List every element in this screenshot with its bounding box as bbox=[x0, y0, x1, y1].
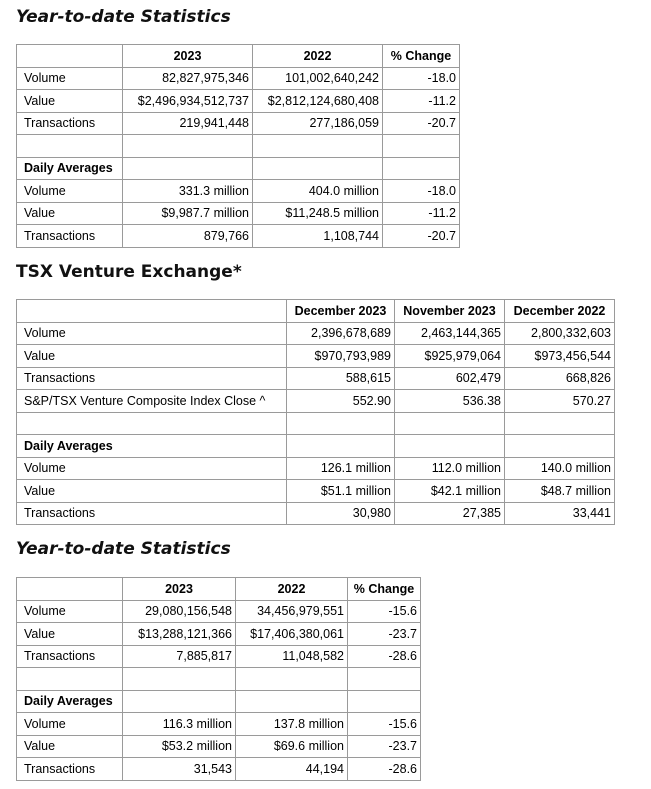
table-row bbox=[17, 202, 460, 225]
table-cell: 27,385 bbox=[395, 502, 505, 525]
empty-cell bbox=[17, 135, 123, 158]
empty-cell bbox=[253, 157, 383, 180]
row-label: Volume bbox=[17, 180, 123, 203]
table-cell: 7,885,817 bbox=[123, 645, 236, 668]
row-label: Transactions bbox=[17, 367, 287, 390]
spacer-row bbox=[17, 135, 460, 158]
table-cell: -18.0 bbox=[383, 67, 460, 90]
table-cell: -28.6 bbox=[348, 758, 421, 781]
table-cell: $973,456,544 bbox=[505, 345, 615, 368]
table-cell: 536.38 bbox=[395, 390, 505, 413]
table-cell: 101,002,640,242 bbox=[253, 67, 383, 90]
table-row bbox=[17, 322, 615, 345]
table-cell: 34,456,979,551 bbox=[236, 600, 348, 623]
table-row bbox=[17, 502, 615, 525]
empty-cell bbox=[505, 435, 615, 458]
empty-cell bbox=[123, 668, 236, 691]
column-header: December 2023 bbox=[287, 300, 395, 323]
table-header-row bbox=[17, 578, 421, 601]
row-label: Transactions bbox=[17, 645, 123, 668]
column-header: December 2022 bbox=[505, 300, 615, 323]
table-cell: 33,441 bbox=[505, 502, 615, 525]
row-label: Transactions bbox=[17, 502, 287, 525]
row-label: Volume bbox=[17, 322, 287, 345]
table-cell: 31,543 bbox=[123, 758, 236, 781]
table-row bbox=[17, 758, 421, 781]
table-cell: 552.90 bbox=[287, 390, 395, 413]
header-blank-cell bbox=[17, 45, 123, 68]
table-row bbox=[17, 713, 421, 736]
table-cell: 2,463,144,365 bbox=[395, 322, 505, 345]
table-cell: $42.1 million bbox=[395, 480, 505, 503]
daily-averages-label: Daily Averages bbox=[17, 157, 123, 180]
table-cell: 668,826 bbox=[505, 367, 615, 390]
table-cell: $9,987.7 million bbox=[123, 202, 253, 225]
table-cell: 2,800,332,603 bbox=[505, 322, 615, 345]
table-row bbox=[17, 367, 615, 390]
venture-exchange-title: TSX Venture Exchange* bbox=[16, 262, 242, 282]
table-cell: 1,108,744 bbox=[253, 225, 383, 248]
table-row bbox=[17, 623, 421, 646]
table-row bbox=[17, 90, 460, 113]
row-label: Value bbox=[17, 202, 123, 225]
table-row bbox=[17, 67, 460, 90]
row-label: Transactions bbox=[17, 112, 123, 135]
table-row bbox=[17, 645, 421, 668]
empty-cell bbox=[348, 668, 421, 691]
table-cell: $17,406,380,061 bbox=[236, 623, 348, 646]
table-row bbox=[17, 225, 460, 248]
table-cell: -11.2 bbox=[383, 90, 460, 113]
daily-averages-row bbox=[17, 157, 460, 180]
table-cell: -15.6 bbox=[348, 713, 421, 736]
header-blank-cell bbox=[17, 300, 287, 323]
empty-cell bbox=[17, 412, 287, 435]
row-label: Value bbox=[17, 90, 123, 113]
table-row bbox=[17, 480, 615, 503]
column-header: 2023 bbox=[123, 45, 253, 68]
daily-averages-row bbox=[17, 690, 421, 713]
table-cell: $970,793,989 bbox=[287, 345, 395, 368]
empty-cell bbox=[236, 668, 348, 691]
table-cell: $53.2 million bbox=[123, 735, 236, 758]
daily-averages-label: Daily Averages bbox=[17, 435, 287, 458]
table-row bbox=[17, 180, 460, 203]
column-header: 2022 bbox=[236, 578, 348, 601]
column-header: November 2023 bbox=[395, 300, 505, 323]
venture-monthly-table bbox=[16, 299, 615, 525]
table-row bbox=[17, 600, 421, 623]
table-cell: 126.1 million bbox=[287, 457, 395, 480]
row-label: S&P/TSX Venture Composite Index Close ^ bbox=[17, 390, 287, 413]
venture-ytd-title: Year-to-date Statistics bbox=[16, 539, 231, 559]
table-cell: 331.3 million bbox=[123, 180, 253, 203]
row-label: Value bbox=[17, 623, 123, 646]
empty-cell bbox=[17, 668, 123, 691]
table-cell: 588,615 bbox=[287, 367, 395, 390]
table-cell: 602,479 bbox=[395, 367, 505, 390]
empty-cell bbox=[123, 135, 253, 158]
daily-averages-label: Daily Averages bbox=[17, 690, 123, 713]
table-cell: 112.0 million bbox=[395, 457, 505, 480]
row-label: Transactions bbox=[17, 758, 123, 781]
empty-cell bbox=[505, 412, 615, 435]
column-header: % Change bbox=[348, 578, 421, 601]
table-header-row bbox=[17, 300, 615, 323]
table-cell: 116.3 million bbox=[123, 713, 236, 736]
empty-cell bbox=[383, 157, 460, 180]
table-row bbox=[17, 457, 615, 480]
column-header: % Change bbox=[383, 45, 460, 68]
table-cell: 404.0 million bbox=[253, 180, 383, 203]
table-cell: 30,980 bbox=[287, 502, 395, 525]
empty-cell bbox=[236, 690, 348, 713]
table-cell: -20.7 bbox=[383, 225, 460, 248]
table-cell: 29,080,156,548 bbox=[123, 600, 236, 623]
empty-cell bbox=[123, 690, 236, 713]
table-row bbox=[17, 345, 615, 368]
table-cell: -18.0 bbox=[383, 180, 460, 203]
table-row bbox=[17, 735, 421, 758]
row-label: Value bbox=[17, 345, 287, 368]
row-label: Volume bbox=[17, 713, 123, 736]
table-cell: -28.6 bbox=[348, 645, 421, 668]
table-cell: -23.7 bbox=[348, 735, 421, 758]
row-label: Transactions bbox=[17, 225, 123, 248]
table-cell: 219,941,448 bbox=[123, 112, 253, 135]
venture-ytd-table bbox=[16, 577, 421, 781]
table-cell: 277,186,059 bbox=[253, 112, 383, 135]
table-cell: $925,979,064 bbox=[395, 345, 505, 368]
table-cell: -15.6 bbox=[348, 600, 421, 623]
spacer-row bbox=[17, 668, 421, 691]
tsx-ytd-title: Year-to-date Statistics bbox=[16, 7, 231, 27]
empty-cell bbox=[348, 690, 421, 713]
table-cell: $51.1 million bbox=[287, 480, 395, 503]
row-label: Volume bbox=[17, 457, 287, 480]
row-label: Value bbox=[17, 480, 287, 503]
table-cell: 140.0 million bbox=[505, 457, 615, 480]
table-row bbox=[17, 390, 615, 413]
column-header: 2023 bbox=[123, 578, 236, 601]
row-label: Value bbox=[17, 735, 123, 758]
table-cell: -20.7 bbox=[383, 112, 460, 135]
tsx-ytd-table bbox=[16, 44, 460, 248]
empty-cell bbox=[123, 157, 253, 180]
table-row bbox=[17, 112, 460, 135]
empty-cell bbox=[287, 412, 395, 435]
table-cell: -11.2 bbox=[383, 202, 460, 225]
table-cell: 570.27 bbox=[505, 390, 615, 413]
empty-cell bbox=[287, 435, 395, 458]
table-cell: $13,288,121,366 bbox=[123, 623, 236, 646]
empty-cell bbox=[383, 135, 460, 158]
table-cell: 11,048,582 bbox=[236, 645, 348, 668]
daily-averages-row bbox=[17, 435, 615, 458]
table-cell: 879,766 bbox=[123, 225, 253, 248]
table-cell: $11,248.5 million bbox=[253, 202, 383, 225]
table-cell: -23.7 bbox=[348, 623, 421, 646]
column-header: 2022 bbox=[253, 45, 383, 68]
table-cell: $69.6 million bbox=[236, 735, 348, 758]
table-cell: 44,194 bbox=[236, 758, 348, 781]
table-cell: $48.7 million bbox=[505, 480, 615, 503]
empty-cell bbox=[395, 435, 505, 458]
row-label: Volume bbox=[17, 67, 123, 90]
table-cell: 2,396,678,689 bbox=[287, 322, 395, 345]
table-cell: $2,812,124,680,408 bbox=[253, 90, 383, 113]
empty-cell bbox=[395, 412, 505, 435]
table-header-row bbox=[17, 45, 460, 68]
empty-cell bbox=[253, 135, 383, 158]
header-blank-cell bbox=[17, 578, 123, 601]
row-label: Volume bbox=[17, 600, 123, 623]
table-cell: $2,496,934,512,737 bbox=[123, 90, 253, 113]
spacer-row bbox=[17, 412, 615, 435]
table-cell: 82,827,975,346 bbox=[123, 67, 253, 90]
table-cell: 137.8 million bbox=[236, 713, 348, 736]
